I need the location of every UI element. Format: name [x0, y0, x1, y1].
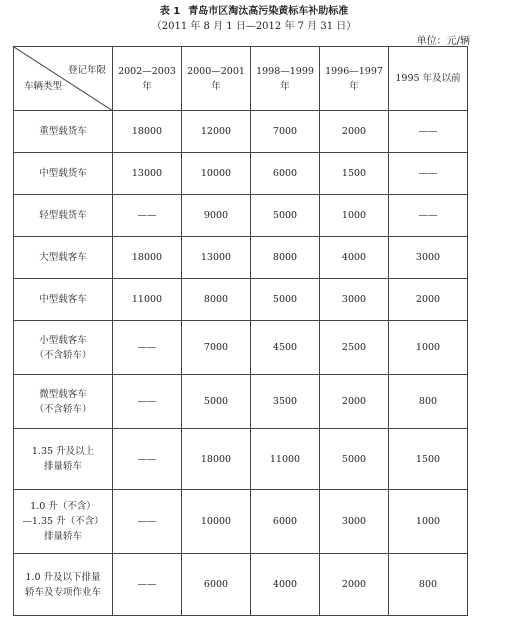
table-row: [14, 490, 468, 554]
subsidy-value-cell: 1000: [389, 321, 468, 375]
vehicle-type-line: 大型载客车: [39, 252, 87, 263]
subsidy-value-cell: 1000: [320, 195, 389, 237]
table-row: [14, 321, 468, 375]
table-row: [14, 279, 468, 321]
vehicle-type-cell: [14, 195, 113, 237]
vehicle-type-line: 排量轿车: [43, 461, 82, 472]
subsidy-value-cell: ——: [389, 153, 468, 195]
subsidy-value-cell: ——: [389, 195, 468, 237]
vehicle-type-line: （不含轿车）: [34, 403, 92, 415]
column-header: 2000—2001 年: [182, 47, 251, 111]
vehicle-type-line: 轻型载货车: [39, 210, 87, 221]
subsidy-value-cell: ——: [113, 195, 182, 237]
subsidy-value-cell: 18000: [182, 429, 251, 490]
subsidy-table: [13, 46, 468, 616]
vehicle-type-line: 1.0 升及以下排量: [25, 571, 101, 583]
subsidy-value-cell: 4000: [320, 237, 389, 279]
subsidy-value-cell: 1500: [389, 429, 468, 490]
subsidy-value-cell: ——: [113, 321, 182, 375]
corner-header-cell: [14, 47, 113, 111]
vehicle-type-line: 微型载客车: [39, 388, 87, 400]
subsidy-value-cell: 3500: [251, 375, 320, 429]
vehicle-type-line: 排量轿车: [43, 531, 82, 542]
column-header: 1996—1997 年: [320, 47, 389, 111]
subsidy-value-cell: ——: [113, 429, 182, 490]
subsidy-value-cell: 4500: [251, 321, 320, 375]
subsidy-value-cell: ——: [113, 554, 182, 616]
vehicle-type-line: 轿车及专项作业车: [24, 586, 101, 598]
vehicle-type-line: 中型载货车: [39, 168, 87, 179]
subsidy-value-cell: 5000: [251, 195, 320, 237]
table-row: [14, 554, 468, 616]
table-row: [14, 153, 468, 195]
vehicle-type-cell: [14, 554, 113, 616]
table-row: [14, 237, 468, 279]
subsidy-value-cell: 3000: [320, 490, 389, 554]
subsidy-value-cell: 800: [389, 375, 468, 429]
subsidy-value-cell: 11000: [251, 429, 320, 490]
subsidy-value-cell: 13000: [113, 153, 182, 195]
table-title: [0, 2, 508, 17]
vehicle-type-line: —1.35 升（不含）: [22, 516, 104, 527]
vehicle-type-line: 中型载客车: [39, 294, 87, 305]
subsidy-value-cell: 18000: [113, 111, 182, 153]
corner-label-type: 车辆类型: [24, 81, 63, 92]
subsidy-value-cell: 3000: [320, 279, 389, 321]
subsidy-value-cell: 18000: [113, 237, 182, 279]
subsidy-value-cell: 800: [389, 554, 468, 616]
subsidy-value-cell: 6000: [182, 554, 251, 616]
header-row: [14, 47, 468, 111]
subsidy-value-cell: 2000: [320, 111, 389, 153]
vehicle-type-cell: [14, 237, 113, 279]
subsidy-value-cell: 13000: [182, 237, 251, 279]
subsidy-value-cell: 12000: [182, 111, 251, 153]
vehicle-type-cell: [14, 153, 113, 195]
column-header: 2002—2003 年: [113, 47, 182, 111]
vehicle-type-cell: [14, 279, 113, 321]
subsidy-value-cell: 6000: [251, 153, 320, 195]
subsidy-value-cell: 5000: [320, 429, 389, 490]
vehicle-type-cell: [14, 111, 113, 153]
subsidy-value-cell: 5000: [251, 279, 320, 321]
vehicle-type-line: 重型载货车: [39, 126, 87, 137]
vehicle-type-cell: [14, 429, 113, 490]
subsidy-value-cell: 2000: [389, 279, 468, 321]
subsidy-value-cell: 2500: [320, 321, 389, 375]
subsidy-value-cell: 7000: [251, 111, 320, 153]
subsidy-value-cell: 1000: [389, 490, 468, 554]
vehicle-type-cell: [14, 321, 113, 375]
subsidy-value-cell: 11000: [113, 279, 182, 321]
subsidy-value-cell: 2000: [320, 375, 389, 429]
table-row: [14, 195, 468, 237]
table-title-text: 青岛市区淘汰高污染黄标车补助标准: [188, 6, 349, 17]
table-row: [14, 429, 468, 490]
table-row: [14, 375, 468, 429]
subsidy-value-cell: 3000: [389, 237, 468, 279]
vehicle-type-line: 1.0 升（不含）: [30, 501, 96, 512]
vehicle-type-cell: [14, 375, 113, 429]
column-header: 1995 年及以前: [389, 47, 468, 111]
vehicle-type-cell: [14, 490, 113, 554]
vehicle-type-line: （不含轿车）: [34, 349, 92, 361]
subsidy-value-cell: 8000: [251, 237, 320, 279]
subsidy-value-cell: 9000: [182, 195, 251, 237]
subsidy-value-cell: ——: [113, 490, 182, 554]
column-header: 1998—1999 年: [251, 47, 320, 111]
subsidy-value-cell: ——: [389, 111, 468, 153]
subsidy-value-cell: 4000: [251, 554, 320, 616]
table-subtitle: （2011 年 8 月 1 日—2012 年 7 月 31 日）: [151, 21, 357, 32]
subsidy-value-cell: 10000: [182, 153, 251, 195]
subsidy-value-cell: 7000: [182, 321, 251, 375]
subsidy-value-cell: 1500: [320, 153, 389, 195]
subsidy-value-cell: ——: [113, 375, 182, 429]
subsidy-value-cell: 2000: [320, 554, 389, 616]
subsidy-value-cell: 10000: [182, 490, 251, 554]
table-number: 表 1: [159, 6, 181, 17]
vehicle-type-line: 小型载客车: [39, 334, 87, 346]
subsidy-value-cell: 5000: [182, 375, 251, 429]
subsidy-value-cell: 6000: [251, 490, 320, 554]
subsidy-value-cell: 8000: [182, 279, 251, 321]
unit-label: 单位：元/辆: [416, 36, 470, 47]
table-row: [14, 111, 468, 153]
vehicle-type-line: 1.35 升及以上: [31, 446, 95, 457]
corner-label-year: 登记年限: [67, 65, 106, 76]
